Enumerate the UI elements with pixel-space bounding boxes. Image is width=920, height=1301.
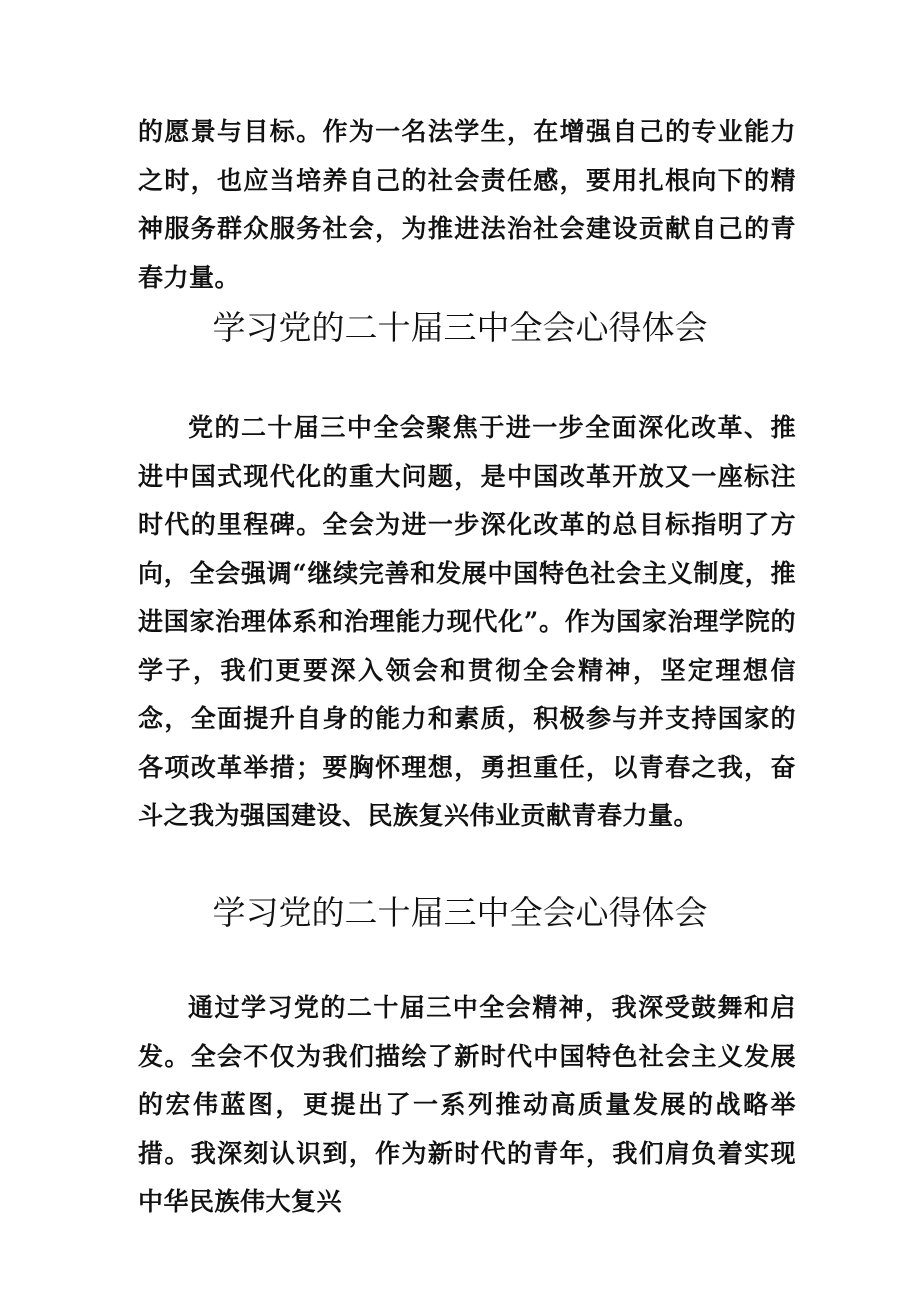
continuation-paragraph: 的愿景与目标。作为一名法学生，在增强自己的专业能力之时，也应当培养自己的社会责任感，要用扎根向下的精神服务群众服务社会，为推进法治社会建设贡献自己的青春力量。 (138, 117, 796, 292)
section-body-1: 党的二十届三中全会聚焦于进一步全面深化改革、推进中国式现代化的重大问题，是中国改革开放又一座标注时代的里程碑。全会为进一步深化改革的总目标指明了方向，全会强调“继续完善和发展中国特色社会主义制度，推进国家治理体系和治理能力现代化”。作为国家治理学院的学子，我们更要深入领会和贯彻全会精神，坚定理想信念，全面提升自身的能力和素质，积极参与并支持国家的各项改革举措；要胸怀理想，勇担重任，以青春之我，奋斗之我为强国建设、民族复兴伟业贡献青春力量。 (138, 413, 796, 830)
section-body-2: 通过学习党的二十届三中全会精神，我深受鼓舞和启发。全会不仅为我们描绘了新时代中国特色社会主义发展的宏伟蓝图，更提出了一系列推动高质量发展的战略举措。我深刻认识到，作为新时代的青年，我们肩负着实现中华民族伟大复兴 (138, 993, 796, 1216)
section-title-1: 学习党的二十届三中全会心得体会 (212, 308, 708, 347)
section-title-2: 学习党的二十届三中全会心得体会 (212, 893, 708, 932)
